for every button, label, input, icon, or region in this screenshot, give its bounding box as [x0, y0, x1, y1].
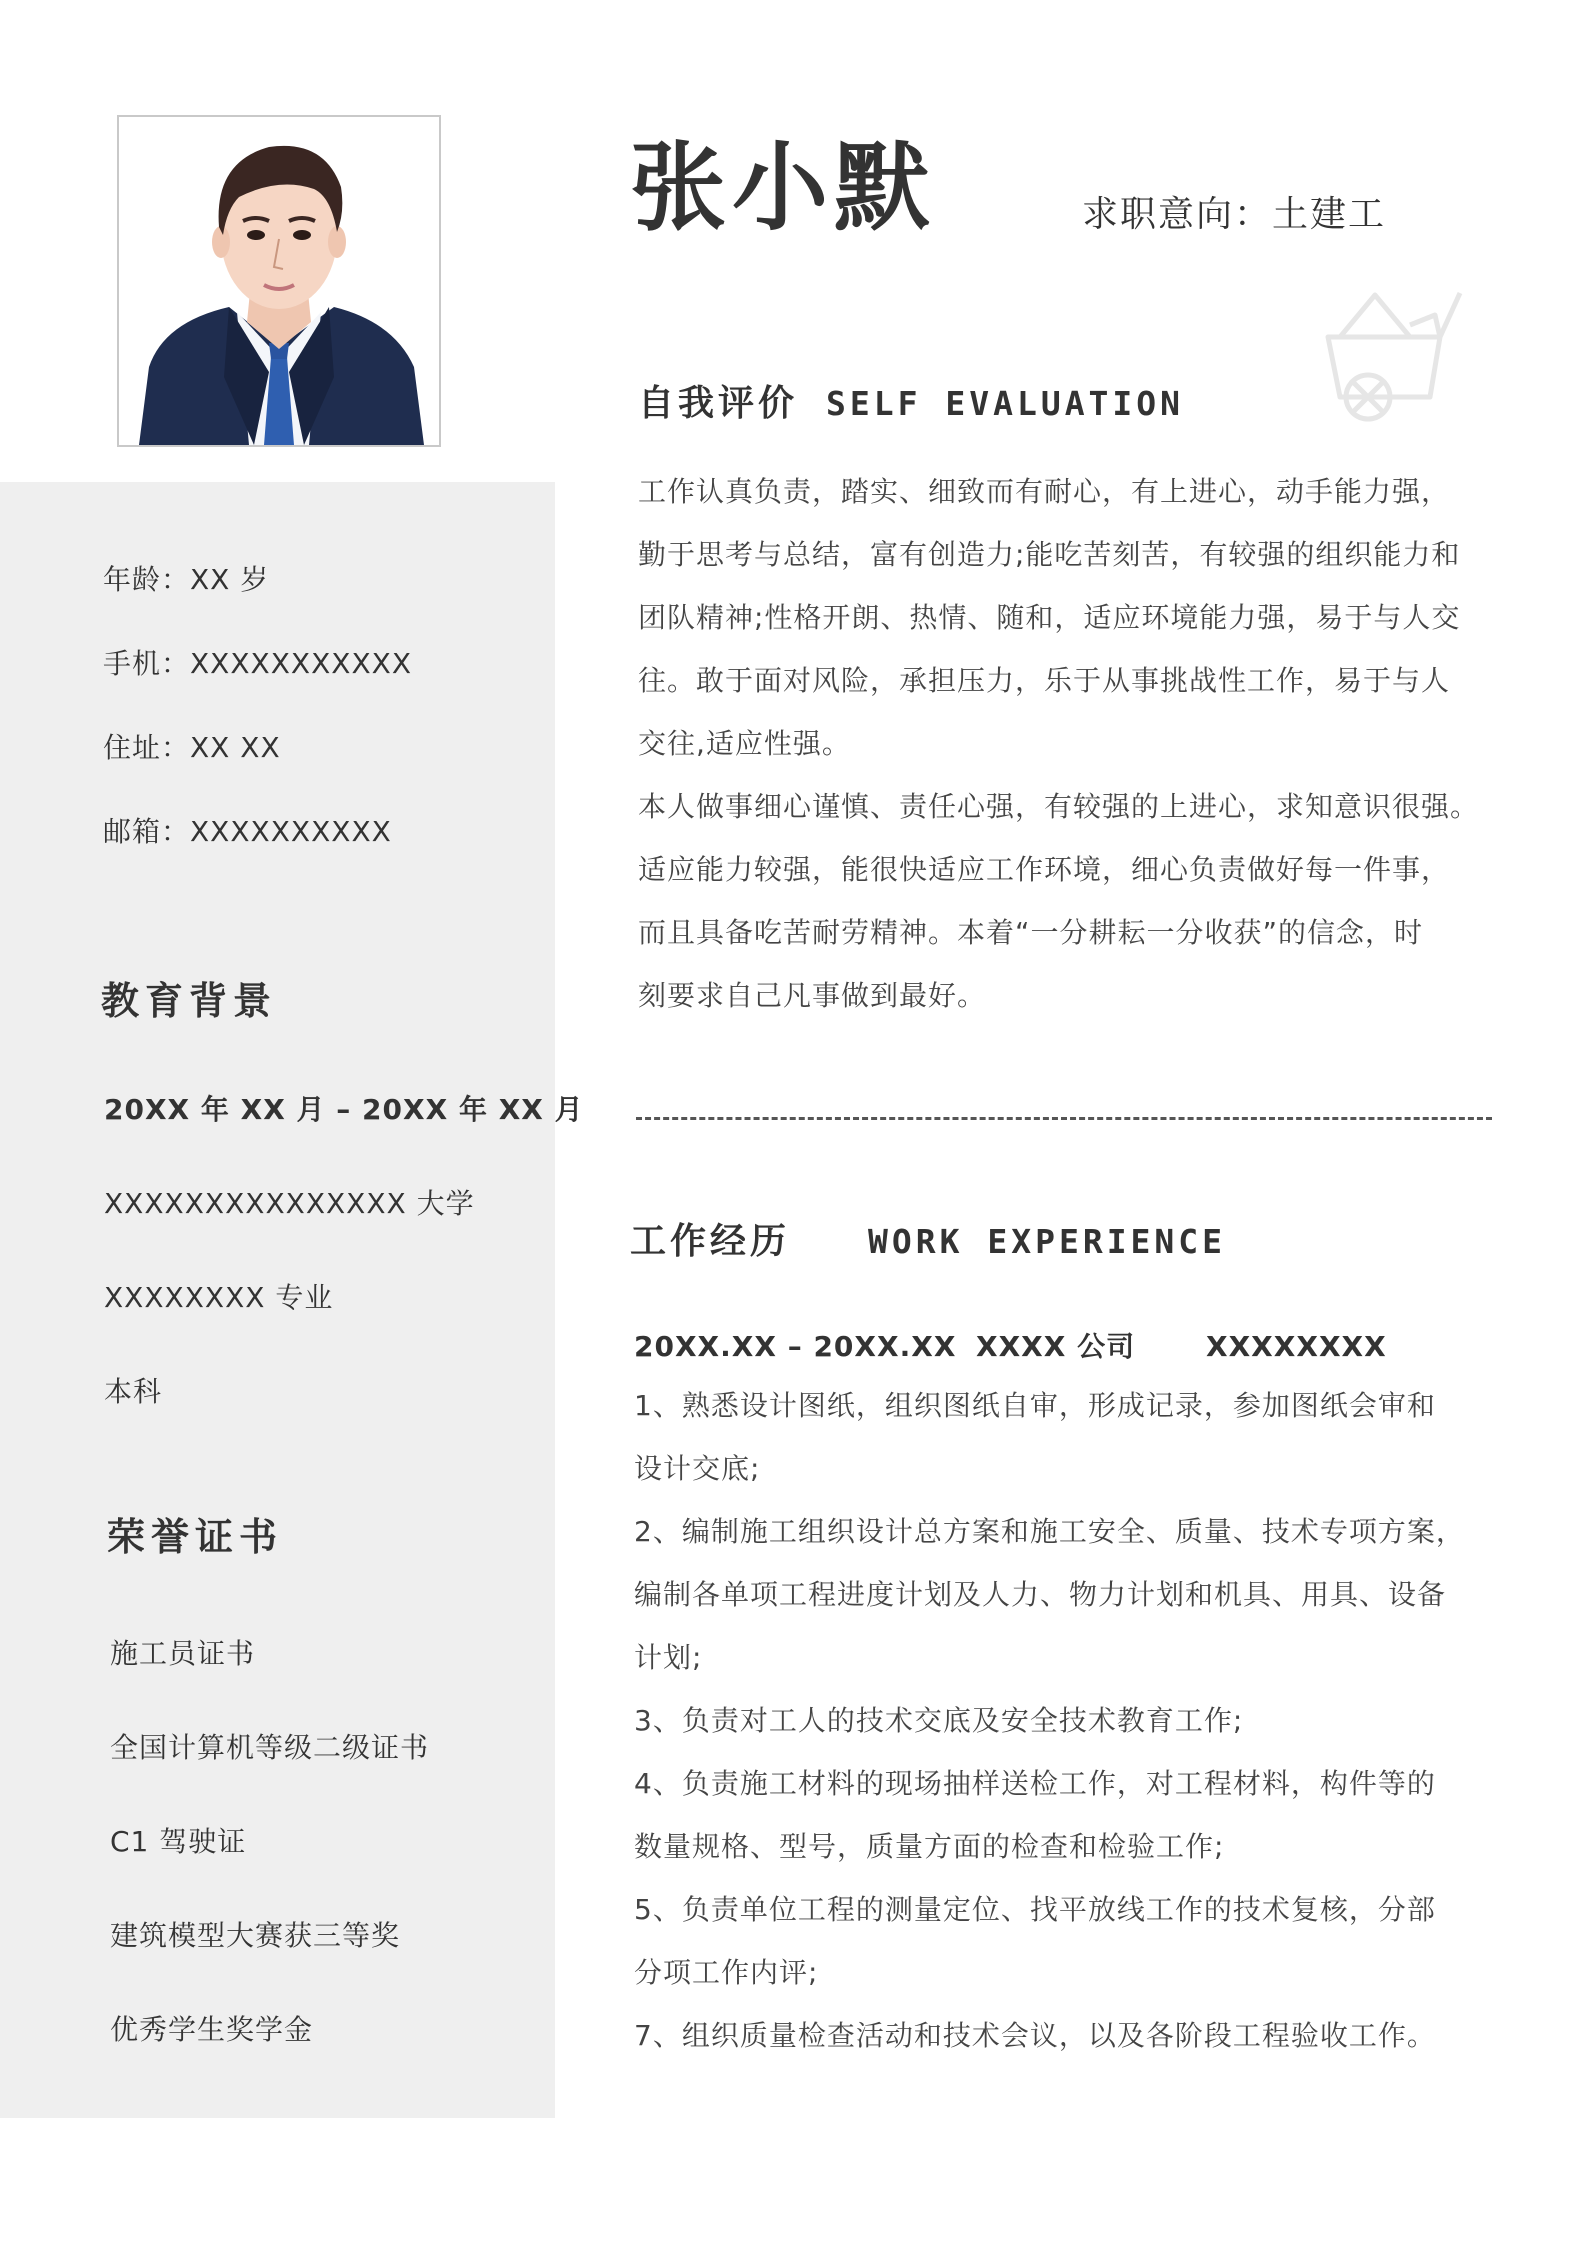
duty-line: 7、组织质量检查活动和技术会议，以及各阶段工程验收工作。 — [634, 2019, 1436, 2052]
honors-heading: 荣誉证书 — [107, 1515, 284, 1559]
self-evaluation-heading — [638, 375, 1184, 426]
paragraph-line: 往。敢于面对风险，承担压力，乐于从事挑战性工作，易于与人 — [638, 664, 1451, 697]
education-degree: 本科 — [104, 1375, 163, 1408]
paragraph-line: 工作认真负责，踏实、细致而有耐心，有上进心，动手能力强， — [638, 475, 1451, 508]
self-evaluation-title-en: SELF EVALUATION — [826, 384, 1185, 423]
duty-line: 1、熟悉设计图纸，组织图纸自审，形成记录，参加图纸会审和 — [634, 1389, 1436, 1422]
duty-line: 编制各单项工程进度计划及人力、物力计划和机具、用具、设备 — [634, 1578, 1447, 1611]
paragraph-line: 团队精神;性格开朗、热情、随和，适应环境能力强，易于与人交 — [638, 601, 1461, 634]
duty-line: 5、负责单位工程的测量定位、找平放线工作的技术复核，分部 — [634, 1893, 1436, 1926]
honor-item: 施工员证书 — [110, 1637, 256, 1670]
work-experience-heading — [630, 1213, 1226, 1264]
self-evaluation-text — [638, 460, 1498, 1027]
duty-line: 分项工作内评; — [634, 1956, 819, 1989]
email-info: 邮箱：XXXXXXXXXX — [103, 815, 392, 848]
job-intent: 求职意向：土建工 — [1082, 194, 1387, 235]
candidate-name: 张小默 — [630, 132, 936, 244]
age-info: 年龄：XX 岁 — [103, 563, 270, 596]
work-entry-header — [634, 1325, 1387, 1365]
duty-line: 数量规格、型号，质量方面的检查和检验工作; — [634, 1830, 1225, 1863]
work-experience-title-cn: 工作经历 — [630, 1221, 791, 1262]
construction-cart-icon — [1320, 285, 1465, 425]
education-period: 20XX 年 XX 月 – 20XX 年 XX 月 — [104, 1093, 584, 1126]
paragraph-line: 交往,适应性强。 — [638, 727, 851, 760]
paragraph-line: 适应能力较强，能很快适应工作环境，细心负责做好每一件事， — [638, 853, 1451, 886]
honor-item: 全国计算机等级二级证书 — [110, 1731, 430, 1764]
work-position: XXXXXXXX — [1206, 1330, 1387, 1363]
address-info: 住址：XX XX — [103, 731, 281, 764]
duty-line: 设计交底; — [634, 1452, 761, 1485]
duty-line: 2、编制施工组织设计总方案和施工安全、质量、技术专项方案， — [634, 1515, 1465, 1548]
honor-item: C1 驾驶证 — [110, 1825, 247, 1858]
duty-line: 计划; — [634, 1641, 703, 1674]
phone-info: 手机：XXXXXXXXXXX — [103, 647, 412, 680]
education-school: XXXXXXXXXXXXXXX 大学 — [104, 1187, 475, 1220]
work-company: XXXX 公司 — [976, 1330, 1136, 1363]
honor-item: 建筑模型大赛获三等奖 — [110, 1919, 401, 1952]
paragraph-line: 而且具备吃苦耐劳精神。本着“一分耕耘一分收获”的信念，时 — [638, 916, 1424, 949]
education-heading: 教育背景 — [101, 979, 278, 1023]
paragraph-line: 刻要求自己凡事做到最好。 — [638, 979, 987, 1012]
paragraph-line: 本人做事细心谨慎、责任心强，有较强的上进心，求知意识很强。 — [638, 790, 1480, 823]
work-duties — [634, 1374, 1494, 2067]
portrait-illustration — [119, 117, 439, 445]
self-evaluation-title-cn: 自我评价 — [638, 383, 799, 424]
profile-photo — [117, 115, 441, 447]
duty-line: 4、负责施工材料的现场抽样送检工作，对工程材料，构件等的 — [634, 1767, 1436, 1800]
section-divider — [636, 1117, 1492, 1120]
work-period: 20XX.XX – 20XX.XX — [634, 1330, 957, 1363]
work-experience-title-en: WORK EXPERIENCE — [868, 1222, 1227, 1261]
duty-line: 3、负责对工人的技术交底及安全技术教育工作; — [634, 1704, 1244, 1737]
honor-item: 优秀学生奖学金 — [110, 2013, 314, 2046]
education-major: XXXXXXXX 专业 — [104, 1281, 334, 1314]
paragraph-line: 勤于思考与总结，富有创造力;能吃苦刻苦，有较强的组织能力和 — [638, 538, 1461, 571]
